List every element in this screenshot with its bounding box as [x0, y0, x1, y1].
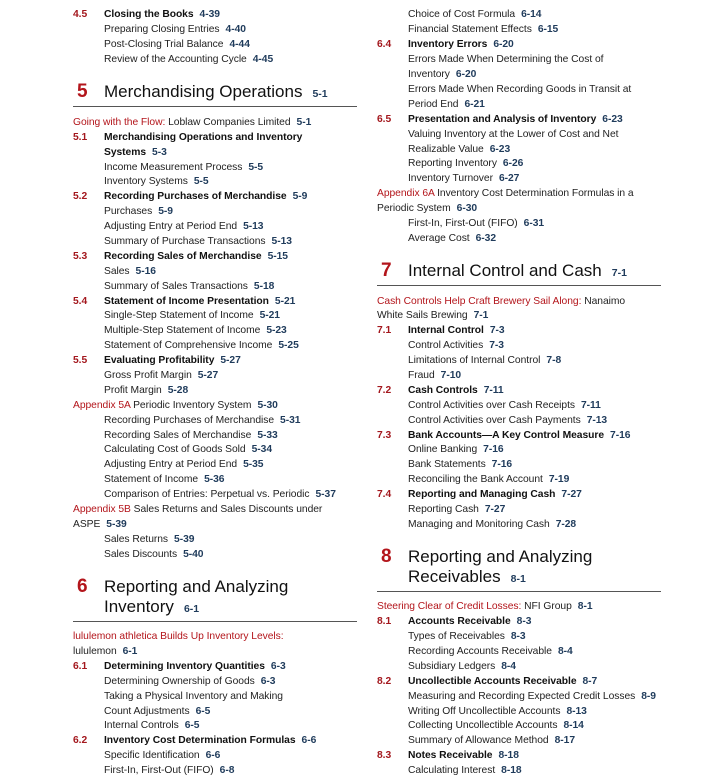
chapter-title-cont: Receivables	[408, 567, 501, 586]
entry-title: Fraud	[408, 370, 435, 381]
section-number: 6.2	[73, 735, 88, 746]
chapter-number: 7	[381, 260, 392, 281]
section-title: Evaluating Profitability	[104, 355, 215, 366]
section-number: 7.3	[377, 430, 392, 441]
page-number: 8-3	[516, 616, 532, 627]
entry-title: Internal Controls	[104, 720, 179, 731]
section-number: 4.5	[73, 9, 88, 20]
page-number: 8-3	[510, 631, 526, 642]
opener-company: Nanaimo	[584, 296, 626, 307]
page-number: 4-44	[229, 39, 250, 50]
page-number: 5-37	[315, 489, 336, 500]
page-number: 7-28	[555, 519, 577, 530]
entry-title: Writing Off Uncollectible Accounts	[408, 706, 561, 717]
section-number: 6.4	[377, 39, 392, 50]
page-number: 7-10	[440, 370, 462, 381]
page-number: 8-9	[641, 691, 656, 702]
entry-title: First-In, First-Out (FIFO)	[104, 765, 214, 776]
appendix-label: Appendix 5B	[73, 504, 131, 515]
entry-title: Inventory Systems	[104, 176, 188, 187]
section-number: 6.1	[73, 661, 88, 672]
page-number: 6-1	[122, 646, 138, 657]
entry-title: Average Cost	[408, 233, 470, 244]
entry-title: Errors Made When Determining the Cost of	[408, 54, 604, 65]
chapter-rule	[377, 285, 661, 286]
page-number: 7-16	[491, 459, 513, 470]
page-number: 4-39	[199, 9, 220, 20]
page-number: 7-11	[483, 385, 504, 396]
entry-title-cont: Period End	[408, 99, 459, 110]
section-number: 6.5	[377, 114, 392, 125]
page-number: 8-17	[554, 735, 576, 746]
entry-title: Multiple-Step Statement of Income	[104, 325, 261, 336]
section-title: Inventory Errors	[408, 39, 488, 50]
appendix-title-cont: Periodic System	[377, 203, 451, 214]
section-title: Determining Inventory Quantities	[104, 661, 265, 672]
page-number: 5-9	[292, 191, 308, 202]
entry-title: Reporting Inventory	[408, 158, 497, 169]
page-number: 6-8	[219, 765, 235, 776]
entry-title: Recording Purchases of Merchandise	[104, 415, 275, 426]
page-number: 6-20	[455, 69, 477, 80]
entry-title: Adjusting Entry at Period End	[104, 459, 238, 470]
section-title: Internal Control	[408, 325, 484, 336]
section-title: Accounts Receivable	[408, 616, 511, 627]
entry-title: Post-Closing Trial Balance	[104, 39, 224, 50]
page-number: 8-4	[501, 661, 516, 672]
opener-feature-title: Steering Clear of Credit Losses:	[377, 601, 522, 612]
page-number: 8-1	[510, 573, 526, 585]
entry-title-cont: Realizable Value	[408, 144, 484, 155]
page-number: 6-6	[301, 735, 317, 746]
page-number: 8-18	[498, 750, 519, 761]
chapter-number: 6	[77, 576, 88, 597]
opener-feature-title: Going with the Flow:	[73, 117, 166, 128]
page-number: 7-1	[611, 267, 627, 279]
entry-title-cont: Inventory	[408, 69, 450, 80]
page-number: 5-28	[167, 385, 189, 396]
entry-title: Statement of Comprehensive Income	[104, 340, 273, 351]
page-number: 5-1	[312, 88, 328, 100]
section-number: 7.4	[377, 489, 392, 500]
entry-title: Single-Step Statement of Income	[104, 310, 254, 321]
appendix-label: Appendix 6A	[377, 188, 435, 199]
page-number: 5-5	[193, 176, 209, 187]
page-number: 5-30	[257, 400, 278, 411]
page-number: 5-31	[280, 415, 301, 426]
section-number: 7.1	[377, 325, 392, 336]
section-number: 5.1	[73, 132, 88, 143]
entry-title: Reporting Cash	[408, 504, 479, 515]
section-title: Presentation and Analysis of Inventory	[408, 114, 597, 125]
chapter-title: Reporting and Analyzing	[408, 547, 593, 566]
page-number: 7-1	[473, 310, 489, 321]
page-number: 7-16	[483, 444, 504, 455]
entry-title: Summary of Purchase Transactions	[104, 236, 266, 247]
page-number: 6-23	[602, 114, 623, 125]
section-title: Recording Sales of Merchandise	[104, 251, 262, 262]
section-title: Merchandising Operations and Inventory	[104, 132, 303, 143]
section-title: Bank Accounts—A Key Control Measure	[408, 430, 605, 441]
page-number: 6-26	[502, 158, 524, 169]
chapter-title-cont: Inventory	[104, 597, 174, 616]
page-number: 7-27	[561, 489, 582, 500]
entry-title: Income Measurement Process	[104, 162, 243, 173]
chapter-title: Reporting and Analyzing	[104, 577, 289, 596]
page-number: 5-5	[248, 162, 264, 173]
appendix-title: Inventory Cost Determination Formulas in a	[437, 188, 634, 199]
section-number: 5.2	[73, 191, 88, 202]
chapter-number: 8	[381, 546, 392, 567]
page-number: 8-1	[577, 601, 593, 612]
chapter-number: 5	[77, 81, 88, 102]
entry-title: Reconciling the Bank Account	[408, 474, 543, 485]
entry-title: Valuing Inventory at the Lower of Cost and Net	[408, 129, 619, 140]
opener-company: lululemon	[73, 646, 117, 657]
entry-title: Summary of Sales Transactions	[104, 281, 248, 292]
section-title-cont: Systems	[104, 147, 147, 158]
section-title: Reporting and Managing Cash	[408, 489, 556, 500]
entry-title: Types of Receivables	[408, 631, 505, 642]
appendix-title-cont: ASPE	[73, 519, 101, 530]
page-number: 6-20	[493, 39, 514, 50]
section-title: Statement of Income Presentation	[104, 296, 269, 307]
page-number: 6-5	[184, 720, 200, 731]
appendix-title: Sales Returns and Sales Discounts under	[133, 504, 323, 515]
entry-title: Calculating Interest	[408, 765, 496, 776]
entry-title: Sales Discounts	[104, 549, 178, 560]
section-number: 5.4	[73, 296, 88, 307]
entry-title: Sales	[104, 266, 130, 277]
entry-title: Choice of Cost Formula	[408, 9, 516, 20]
section-title: Recording Purchases of Merchandise	[104, 191, 287, 202]
section-number: 5.5	[73, 355, 88, 366]
entry-title: Review of the Accounting Cycle	[104, 54, 247, 65]
page-number: 6-30	[456, 203, 478, 214]
entry-title: Gross Profit Margin	[104, 370, 192, 381]
page-number: 5-13	[271, 236, 292, 247]
entry-title: Comparison of Entries: Perpetual vs. Periodic	[104, 489, 310, 500]
page-number: 5-18	[253, 281, 275, 292]
entry-title: Recording Sales of Merchandise	[104, 430, 252, 441]
page-number: 6-5	[195, 706, 211, 717]
opener-feature-title: lululemon athletica Builds Up Inventory Levels:	[73, 631, 284, 642]
page-number: 7-8	[546, 355, 562, 366]
page-number: 5-9	[158, 206, 173, 217]
entry-title: Financial Statement Effects	[408, 24, 532, 35]
page-number: 5-16	[135, 266, 156, 277]
section-title: Closing the Books	[104, 9, 194, 20]
entry-title: Specific Identification	[104, 750, 200, 761]
entry-title: First-In, First-Out (FIFO)	[408, 218, 518, 229]
entry-title: Statement of Income	[104, 474, 199, 485]
page-number: 6-6	[205, 750, 221, 761]
page-number: 8-7	[582, 676, 598, 687]
section-title: Uncollectible Accounts Receivable	[408, 676, 577, 687]
page-number: 8-4	[557, 646, 573, 657]
entry-title: Determining Ownership of Goods	[104, 676, 255, 687]
entry-title: Preparing Closing Entries	[104, 24, 220, 35]
entry-title: Taking a Physical Inventory and Making	[104, 691, 283, 702]
entry-title: Collecting Uncollectible Accounts	[408, 720, 558, 731]
appendix-title: Periodic Inventory System	[133, 400, 252, 411]
appendix-label: Appendix 5A	[73, 400, 131, 411]
entry-title: Purchases	[104, 206, 153, 217]
page-number: 7-3	[489, 340, 504, 351]
page-number: 6-14	[521, 9, 542, 20]
section-number: 5.3	[73, 251, 88, 262]
entry-title: Limitations of Internal Control	[408, 355, 541, 366]
chapter-rule	[73, 621, 357, 622]
page-number: 6-31	[523, 218, 545, 229]
entry-title: Sales Returns	[104, 534, 169, 545]
opener-company-cont: White Sails Brewing	[377, 310, 468, 321]
page-number: 6-15	[537, 24, 559, 35]
entry-title: Recording Accounts Receivable	[408, 646, 552, 657]
page-number: 5-21	[259, 310, 280, 321]
opener-company: Loblaw Companies Limited	[168, 117, 291, 128]
entry-title: Calculating Cost of Goods Sold	[104, 444, 246, 455]
page-number: 5-40	[183, 549, 204, 560]
page-number: 6-27	[498, 173, 520, 184]
chapter-title: Merchandising Operations	[104, 82, 303, 101]
entry-title: Subsidiary Ledgers	[408, 661, 496, 672]
page-number: 8-18	[501, 765, 522, 776]
section-title: Inventory Cost Determination Formulas	[104, 735, 296, 746]
page-number: 5-34	[251, 444, 273, 455]
page-number: 5-39	[106, 519, 127, 530]
page-number: 5-13	[243, 221, 264, 232]
section-title: Notes Receivable	[408, 750, 493, 761]
page-number: 5-15	[267, 251, 288, 262]
page-number: 6-23	[489, 144, 511, 155]
page-number: 7-16	[610, 430, 631, 441]
page-number: 6-1	[183, 603, 200, 615]
section-number: 8.3	[377, 750, 392, 761]
chapter-rule	[73, 106, 357, 107]
entry-title-cont: Count Adjustments	[104, 706, 190, 717]
page-number: 8-13	[566, 706, 587, 717]
entry-title: Managing and Monitoring Cash	[408, 519, 550, 530]
opener-company: NFI Group	[524, 601, 572, 612]
entry-title: Errors Made When Recording Goods in Transit at	[408, 84, 632, 95]
opener-feature-title: Cash Controls Help Craft Brewery Sail Along:	[377, 296, 582, 307]
entry-title: Bank Statements	[408, 459, 486, 470]
page-number: 5-3	[152, 147, 167, 158]
page-number: 7-13	[586, 415, 608, 426]
page-number: 5-33	[257, 430, 278, 441]
page-number: 4-45	[252, 54, 274, 65]
page-number: 6-21	[464, 99, 485, 110]
entry-title: Summary of Allowance Method	[408, 735, 549, 746]
page-number: 6-32	[475, 233, 497, 244]
entry-title: Inventory Turnover	[408, 173, 493, 184]
page-number: 5-27	[220, 355, 241, 366]
section-number: 8.2	[377, 676, 392, 687]
chapter-title: Internal Control and Cash	[408, 261, 602, 280]
page-number: 5-36	[204, 474, 225, 485]
page-number: 6-3	[270, 661, 286, 672]
page-number: 7-27	[484, 504, 506, 515]
entry-title: Control Activities over Cash Receipts	[408, 400, 575, 411]
section-number: 7.2	[377, 385, 392, 396]
page-number: 5-27	[197, 370, 219, 381]
page-number: 5-35	[243, 459, 264, 470]
page-number: 7-3	[489, 325, 505, 336]
page-number: 6-3	[260, 676, 276, 687]
page-number: 8-14	[563, 720, 584, 731]
entry-title: Control Activities over Cash Payments	[408, 415, 581, 426]
section-number: 8.1	[377, 616, 392, 627]
page-number: 5-21	[274, 296, 296, 307]
page-number: 5-23	[266, 325, 287, 336]
page-number: 7-19	[548, 474, 570, 485]
entry-title: Adjusting Entry at Period End	[104, 221, 238, 232]
section-title: Cash Controls	[408, 385, 478, 396]
entry-title: Online Banking	[408, 444, 478, 455]
entry-title: Measuring and Recording Expected Credit Losses	[408, 691, 636, 702]
entry-title: Profit Margin	[104, 385, 162, 396]
page-number: 5-39	[174, 534, 195, 545]
chapter-rule	[377, 591, 661, 592]
entry-title: Control Activities	[408, 340, 484, 351]
page-number: 5-1	[296, 117, 312, 128]
page-number: 4-40	[225, 24, 246, 35]
page-number: 5-25	[278, 340, 299, 351]
page-number: 7-11	[580, 400, 601, 411]
